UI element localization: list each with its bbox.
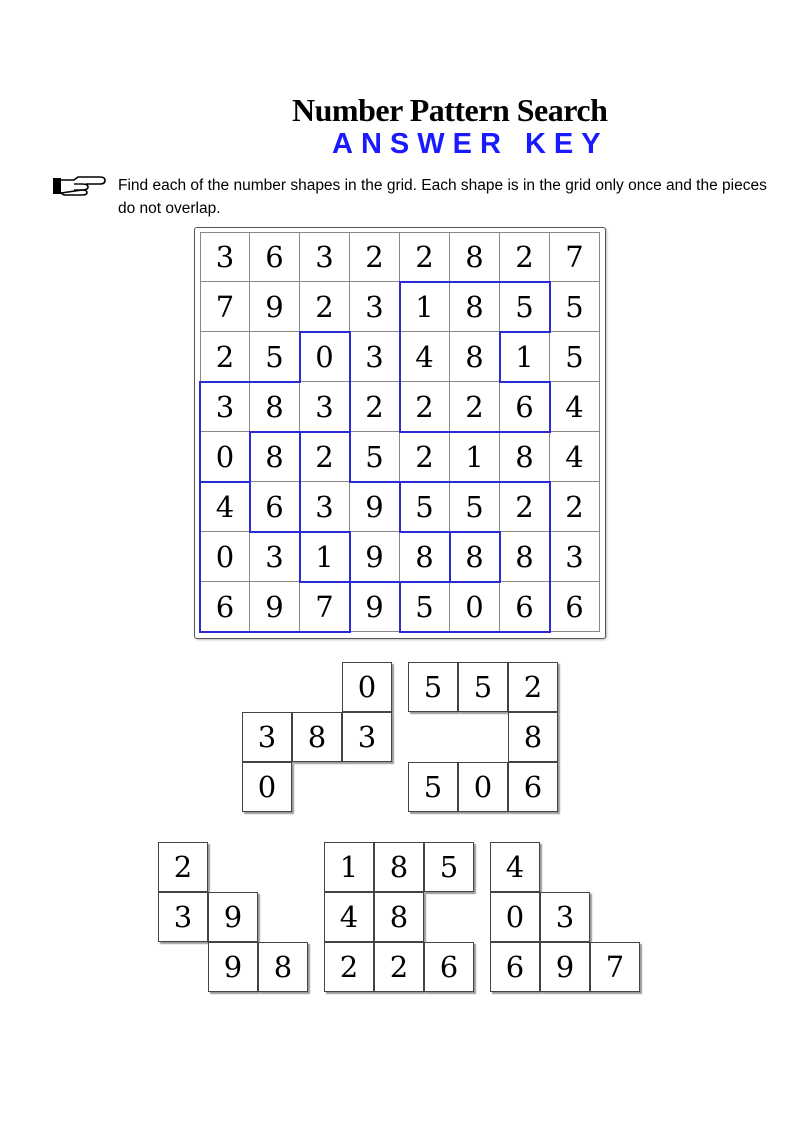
grid-cell: 6 (500, 582, 550, 632)
piece-cell: 5 (424, 842, 474, 892)
grid-cell: 5 (400, 482, 450, 532)
grid-cell: 8 (250, 432, 300, 482)
grid-cell: 2 (400, 432, 450, 482)
answer-outline-segment (449, 281, 501, 283)
answer-outline-segment (199, 581, 201, 633)
grid-cell: 6 (250, 232, 300, 282)
piece-cell: 6 (424, 942, 474, 992)
answer-outline-segment (399, 581, 401, 633)
answer-outline-segment (549, 281, 551, 333)
grid-cell: 5 (400, 582, 450, 632)
answer-outline-segment (399, 281, 401, 333)
answer-outline-segment (349, 531, 351, 583)
piece-cell: 9 (208, 892, 258, 942)
grid-cell: 9 (350, 482, 400, 532)
grid-cell: 0 (200, 532, 250, 582)
grid-cell: 3 (200, 232, 250, 282)
piece-cell: 8 (258, 942, 308, 992)
answer-outline-segment (299, 531, 301, 583)
grid-cell: 2 (300, 432, 350, 482)
piece-cell: 9 (540, 942, 590, 992)
answer-outline-segment (299, 331, 351, 333)
answer-outline-segment (199, 481, 251, 483)
piece-cell: 8 (374, 892, 424, 942)
piece-cell: 8 (374, 842, 424, 892)
piece-cell: 2 (374, 942, 424, 992)
grid-cell: 6 (500, 382, 550, 432)
answer-outline-segment (549, 381, 551, 433)
answer-outline-segment (449, 531, 501, 533)
piece-cell: 2 (508, 662, 558, 712)
answer-outline-segment (549, 531, 551, 583)
piece-cell: 0 (490, 892, 540, 942)
grid-cell: 8 (450, 232, 500, 282)
grid-cell: 6 (250, 482, 300, 532)
grid-cell: 5 (500, 282, 550, 332)
grid-cell: 2 (550, 482, 600, 532)
answer-outline-segment (299, 431, 351, 433)
answer-outline-segment (349, 581, 401, 583)
answer-outline-segment (499, 331, 501, 383)
answer-outline-segment (349, 331, 351, 383)
grid-cell: 7 (200, 282, 250, 332)
piece-cell: 2 (158, 842, 208, 892)
answer-outline-segment (449, 631, 501, 633)
grid-cell: 8 (450, 282, 500, 332)
answer-outline-segment (399, 581, 451, 583)
answer-outline-segment (349, 481, 401, 483)
answer-outline-segment (549, 481, 551, 533)
grid-cell: 4 (550, 382, 600, 432)
grid-cell: 3 (350, 332, 400, 382)
grid-cell: 8 (450, 532, 500, 582)
grid-cell: 3 (200, 382, 250, 432)
answer-outline-segment (299, 581, 351, 583)
grid-cell: 1 (400, 282, 450, 332)
piece-cell: 0 (342, 662, 392, 712)
grid-cell: 5 (350, 432, 400, 482)
grid-cell: 5 (450, 482, 500, 532)
grid-cell: 8 (450, 332, 500, 382)
answer-outline-segment (499, 381, 551, 383)
piece-cell: 4 (324, 892, 374, 942)
answer-outline-segment (299, 431, 301, 483)
piece-cell: 2 (324, 942, 374, 992)
piece-cell: 8 (292, 712, 342, 762)
grid-cell: 8 (500, 532, 550, 582)
answer-outline-segment (449, 531, 451, 583)
grid-cell: 5 (550, 282, 600, 332)
answer-outline-segment (249, 381, 301, 383)
grid-cell: 6 (550, 582, 600, 632)
piece-cell: 0 (458, 762, 508, 812)
piece-cell: 3 (158, 892, 208, 942)
grid-cell: 8 (500, 432, 550, 482)
answer-outline-segment (499, 331, 551, 333)
answer-outline-segment (199, 381, 201, 433)
answer-outline-segment (399, 331, 401, 383)
piece-cell: 6 (490, 942, 540, 992)
answer-outline-segment (199, 431, 201, 483)
answer-outline-segment (199, 631, 251, 633)
piece-cell: 3 (540, 892, 590, 942)
answer-outline-segment (249, 631, 301, 633)
answer-outline-segment (499, 631, 551, 633)
answer-outline-segment (499, 481, 551, 483)
answer-outline-segment (249, 481, 251, 533)
pointing-hand-icon (52, 174, 108, 196)
answer-outline-segment (299, 331, 301, 383)
grid-cell: 5 (550, 332, 600, 382)
grid-cell: 8 (400, 532, 450, 582)
grid-cell: 1 (500, 332, 550, 382)
grid-cell: 3 (300, 482, 350, 532)
piece-cell: 7 (590, 942, 640, 992)
answer-outline-segment (399, 481, 451, 483)
answer-outline-segment (449, 581, 501, 583)
grid-cell: 0 (300, 332, 350, 382)
answer-outline-segment (399, 381, 401, 433)
grid-cell: 3 (300, 232, 350, 282)
answer-outline-segment (399, 481, 401, 533)
answer-outline-segment (299, 631, 351, 633)
answer-outline-segment (299, 481, 301, 533)
grid-cell: 2 (200, 332, 250, 382)
answer-outline-segment (499, 531, 501, 583)
answer-outline-segment (399, 431, 451, 433)
answer-outline-segment (299, 531, 351, 533)
answer-outline-segment (349, 381, 351, 433)
grid-cell: 2 (400, 382, 450, 432)
grid-cell: 4 (200, 482, 250, 532)
piece-cell: 4 (490, 842, 540, 892)
grid-cell: 2 (500, 482, 550, 532)
page-title: Number Pattern Search (292, 92, 608, 128)
grid-cell: 2 (350, 382, 400, 432)
piece-cell: 3 (342, 712, 392, 762)
grid-cell: 7 (300, 582, 350, 632)
answer-outline-segment (499, 431, 551, 433)
piece-cell: 8 (508, 712, 558, 762)
grid-cell: 3 (350, 282, 400, 332)
answer-outline-segment (199, 381, 251, 383)
grid-cell: 9 (350, 532, 400, 582)
answer-key-subtitle: ANSWER KEY (332, 128, 609, 160)
piece-cell: 6 (508, 762, 558, 812)
grid-cell: 3 (250, 532, 300, 582)
grid-cell: 0 (200, 432, 250, 482)
piece-cell: 5 (408, 662, 458, 712)
grid-cell: 2 (500, 232, 550, 282)
grid-cell: 3 (300, 382, 350, 432)
grid-cell: 0 (450, 582, 500, 632)
grid-cell: 2 (450, 382, 500, 432)
grid-cell: 1 (450, 432, 500, 482)
grid-cell: 6 (200, 582, 250, 632)
answer-outline-segment (449, 431, 501, 433)
grid-cell: 5 (250, 332, 300, 382)
answer-outline-segment (349, 431, 351, 483)
grid-cell: 2 (300, 282, 350, 332)
grid-cell: 9 (250, 282, 300, 332)
answer-outline-segment (549, 581, 551, 633)
piece-cell: 1 (324, 842, 374, 892)
answer-outline-segment (399, 281, 451, 283)
grid-cell: 7 (550, 232, 600, 282)
answer-outline-segment (499, 281, 551, 283)
answer-outline-segment (399, 631, 451, 633)
answer-outline-segment (199, 481, 201, 533)
instructions-text: Find each of the number shapes in the grid. Each shape is in the grid only once and the pieces do not overlap. (118, 177, 767, 217)
piece-cell: 3 (242, 712, 292, 762)
answer-outline-segment (349, 581, 351, 633)
piece-cell: 5 (458, 662, 508, 712)
grid-cell: 9 (250, 582, 300, 632)
grid-cell: 4 (550, 432, 600, 482)
grid-cell: 8 (250, 382, 300, 432)
grid-cell: 2 (350, 232, 400, 282)
answer-outline-segment (199, 531, 201, 583)
answer-outline-segment (399, 531, 451, 533)
grid-cell: 9 (350, 582, 400, 632)
answer-outline-segment (249, 431, 301, 433)
grid-cell: 1 (300, 532, 350, 582)
piece-cell: 5 (408, 762, 458, 812)
grid-cell: 3 (550, 532, 600, 582)
answer-outline-segment (249, 431, 251, 483)
piece-cell: 9 (208, 942, 258, 992)
piece-cell: 0 (242, 762, 292, 812)
answer-outline-segment (249, 531, 301, 533)
grid-cell: 2 (400, 232, 450, 282)
grid-cell: 4 (400, 332, 450, 382)
answer-outline-segment (449, 481, 501, 483)
